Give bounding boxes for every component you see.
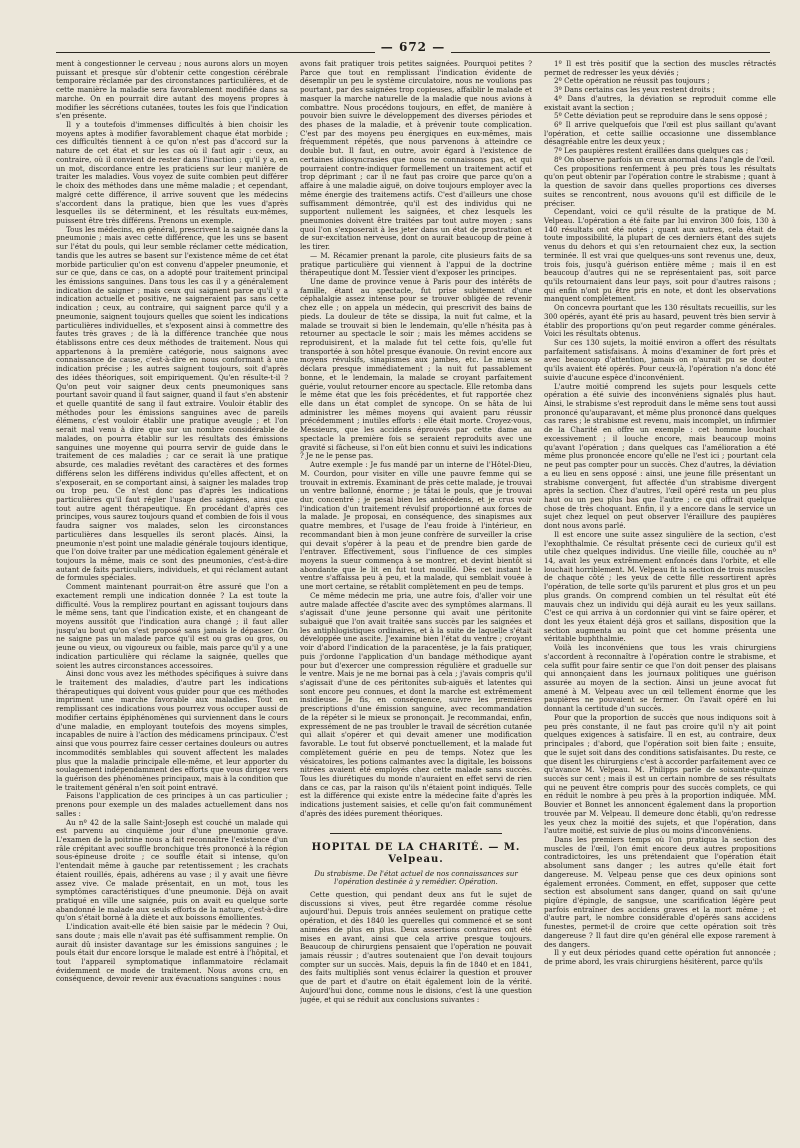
paragraph: Il y a toutefois d'immenses difficultés à bien choisir les moyens aptes à modifier favorablement chaque état morbide ; ces difficultés tiennent à ce qu'on n'est pas d'accord sur la nature de cet état et sur les cas où il faut agir : ceux, au contraire, où il convient de rester dans l'inaction ; qu'il y a, en un mot, discordance entre les praticiens sur leur manière de traiter les maladies. Vous voyez de suite combien peut différer le choix des méthodes dans une même maladie ; et cependant, malgré cette différence, il arrive souvent que les médecins s'accordent dans la pratique, bien que les vues d'après lesquelles ils se déterminent, et les résultats eux-mêmes, puissent être très différens. Prenons un exemple.: [56, 120, 288, 225]
paragraph: L'indication avait-elle été bien saisie par le médecin ? Oui, sans doute ; mais elle n'avait pas été suffisamment remplie. On aurait dû insister davantage sur les émissions sanguines ; le pouls était dur encore lorsque le malade est entré à l'hôpital, et tout l'appareil symptomatique inflammatoire réclamait évidemment ce mode de traitement. Nous avons cru, en conséquence, devoir revenir aux évacuations sanguines : nous: [56, 922, 288, 984]
paragraph: Il y eut deux périodes quand cette opération fut annoncée ; de prime abord, les vrais chirurgiens hésitèrent, parce qu'ils: [544, 948, 776, 967]
paragraph: Tous les médecins, en général, prescrivent la saignée dans la pneumonie ; mais avec cette différence, que les uns se basent sur l'état du pouls, qui leur semble réclamer cette médication, tandis que les autres se basent sur l'existence même de cet état morbide particulier qu'on est convenu d'appeler pneumonie, et sur ce que, dans ce cas, on a adopté pour traitement principal les émissions sanguines. Dans tous les cas il y a généralement indication de saigner ; mais ceux qui saignent parce qu'il y a indication actuelle et positive, ne saigneraient pas sans cette indication ; ceux, au contraire, qui saignent parce qu'il y a pneumonie, saignent toujours quelles que soient les indications particulières individuelles, et s'exposent ainsi à commettre des fautes très graves ; de là la différence tranchée que nous établissons entre ces deux méthodes de traitement. Nous qui appartenons à la première catégorie, nous saignons avec connaissance de cause, c'est-à-dire en nous conformant à une indication précise ; les autres saignent toujours, soit d'après des idées théoriques, soit empiriquement. Qu'en résulte-t-il ? Qu'on peut voir saigner deux cents pneumoniques sans pourtant savoir quand il faut saigner, quand il faut s'en abstenir et quelle quantité de sang il faut extraire. Vouloir établir des méthodes pour les émissions sanguines avec de pareils élémens, c'est vouloir établir une pratique aveugle ; et l'on serait mal venu à dire que sur un nombre considérable de malades, on pourra établir sur les résultats des émissions sanguines une moyenne qui pourra servir de guide dans le traitement de ces maladies ; car ce serait là une pratique absurde, ces maladies revêtant des caractères et des formes différens selon les différens individus qu'elles affectent, et on s'exposerait, en se comportant ainsi, à saigner les malades trop ou trop peu. Ce n'est donc pas d'après les indications particulières qu'il faut régler l'usage des saignées, ainsi que tout autre agent thérapeutique. En procédant d'après ces principes, vous saurez toujours quand et combien de fois il vous faudra saigner vos malades, selon les circonstances particulières dans lesquelles ils seront placés. Ainsi, la pneumonie n'est point une maladie générale toujours identique, que l'on doive traiter par une médication également générale et toujours la même, mais ce sont des pneumonies, c'est-à-dire autant de faits particuliers, individuels, et qui réclament autant de formules spéciales.: [56, 224, 288, 583]
paragraph: ment à congestionner le cerveau ; nous aurons alors un moyen puissant et presque sûr d'obtenir cette congestion cérébrale temporaire réclamée par des circonstances particulières, et de cette manière la maladie sera favorablement modifiée dans sa marche. On en pourrait dire autant des moyens propres à modifier les sécrétions cutanées, toutes les fois que l'indication s'en présente.: [56, 60, 288, 121]
paragraph: Voilà les inconvéniens que tous les vrais chirurgiens s'accordent à reconnaître à l'opération contre le strabisme, et cela suffit pour faire sentir ce que l'on doit penser des plaisans qui annonçaient dans les journaux politiques une guérison assurée au moyen de la section. Ainsi un jeune avocat fut amené à M. Velpeau avec un œil tellement énorme que les paupières ne pouvaient se fermer. On l'avait opéré en lui donnant la certitude d'un succès.: [544, 643, 776, 714]
paragraph: Il est encore une suite assez singulière de la section, c'est l'exophthalmie. Ce résultat présente ceci de curieux qu'il est utile chez quelques individus. Une vieille fille, couchée au nº 14, avait les yeux extrêmement enfoncés dans l'orbite, et elle louchait horriblement. M. Velpeau fit la section de trois muscles de chaque côté ; les yeux de cette fille ressortirent après l'opération, de telle sorte qu'ils parurent et plus gros et un peu plus grands. On comprend combien un tel résultat eût été mauvais chez un individu qui déjà aurait eu les yeux saillans. C'est ce qui arriva à un cordonnier qui vint se faire opérer, et dont les yeux étaient déjà gros et saillans, disposition que la section augmenta au point que cet homme présenta une véritable buphthalmie.: [544, 529, 776, 644]
list-item: 3º Dans certains cas les yeux restent droits ;: [554, 85, 715, 95]
paragraph: Cette question, qui pendant deux ans fut le sujet de discussions si vives, peut être regardée comme résolue aujourd'hui. Depuis trois années seulement on pratique cette opération, et dès 1840 les querelles qui commencé et se sont animées de plus en plus. Deux assertions contraires ont été mises en avant, ainsi que cela arrive presque toujours. Beaucoup de chirurgiens pensaient que l'opération ne pouvait jamais réussir ; d'autres soutenaient que l'on devait toujours compter sur un succès. Mais, depuis la fin de 1840 et en 1841, des faits multipliés sont venus éclairer la question et prouver que de part et d'autre on était également loin de la vérité. Aujourd'hui donc, comme nous le disions, c'est là une question jugée, et qui se réduit aux conclusions suivantes :: [300, 889, 532, 1004]
list-item: 7º Les paupières restent éraillées dans quelques cas ;: [554, 146, 749, 156]
section-subtitle: Du strabisme. De l'état actuel de nos connaissances sur l'opération destinée à y remédier. Opération.: [314, 868, 518, 887]
paragraph: Autre exemple : Je fus mandé par un interne de l'Hôtel-Dieu, M. Courdon, pour visiter en ville une pauvre femme qui se trouvait in extremis. Examinant de près cette malade, je trouvai un ventre ballonné, énorme ; je tâtai le pouls, que je trouvai dur, concentré ; je pesai bien les antécédens, et je crus voir l'indication d'un traitement révulsif proportionné aux forces de la malade. Je proposai, en conséquence, des sinapismes aux quatre membres, et l'usage de l'eau froide à l'intérieur, en recommandant bien à mon jeune confrère de surveiller la crise qui devait s'opérer à la peau et de prendre bien garde de l'entraver. Effectivement, sous l'influence de ces simples moyens la sueur commença à se montrer, et devint bientôt si abondante que le lit en fut tout mouillé. Dès cet instant le ventre s'affaissa peu à peu, et la malade, qui semblait vouée à une mort certaine, se rétablit complètement en peu de temps.: [300, 460, 532, 592]
section-divider: [330, 833, 502, 834]
page-header: [56, 14, 770, 66]
paragraph: Ainsi donc vous avez les méthodes spécifiques à suivre dans le traitement des maladies, d'autre part les indications thérapeutiques qui doivent vous guider pour que ces méthodes impriment une marche favorable aux maladies. Tout en remplissant ces indications vous pourrez vous occuper aussi de modifier certains épiphénomènes qui surviennent dans le cours d'une maladie, en employant toutefois des moyens simples, incapables de nuire à l'action des médicamens principaux. C'est ainsi que vous pourrez faire cesser certaines douleurs ou autres incommodités semblables qui souvent affectent les malades plus que la maladie principale elle-même, et leur apporter du soulagement indépendamment des efforts que vous dirigez vers la guérison des phénomènes principaux, mais à la condition que le traitement général n'en soit point entravé.: [56, 669, 288, 792]
list-item: 4º Dans d'autres, la déviation se reproduit comme elle existait avant la section ;: [544, 93, 776, 112]
list-item: 1º Il est très positif que la section des muscles rétractés permet de redresser les yeux déviés ;: [544, 60, 776, 77]
paragraph: Faisons l'application de ces principes à un cas particulier ; prenons pour exemple un des malades actuellement dans nos salles :: [56, 791, 288, 818]
paragraph: Au nº 42 de la salle Saint-Joseph est couché un malade qui est parvenu au cinquième jour d'une pneumonie grave. L'examen de la poitrine nous a fait reconnaître l'existence d'un râle crépitant avec souffle bronchique très prononcé à la région sous-épineuse droite ; ce souffle était si intense, qu'on l'entendait même à gauche par retentissement ; les crachats étaient rouillés, épais, adhérens au vase ; il y avait une fièvre assez vive. Ce malade présentait, en un mot, tous les symptômes caractéristiques d'une pneumonie. Déjà on avait pratiqué en ville une saignée, puis on avait eu quelque sorte abandonné le malade aux seuls efforts de la nature, c'est-à-dire qu'on s'était borné à la diète et aux boissons émollientes.: [56, 817, 288, 923]
section-title: HOPITAL DE LA CHARITÉ. — M. Velpeau.: [311, 841, 521, 865]
paragraph: L'autre moitié comprend les sujets pour lesquels cette opération a été suivie des inconvéniens signalés plus haut. Ainsi, le strabisme s'est reproduit dans le même sens tout aussi prononcé qu'auparavant, et même plus prononcé dans quelques cas rares ; le strabisme est revenu, mais incomplet, un infirmier de la Charité en offre un exemple : cet homme louchait excessivement ; il louche encore, mais beaucoup moins qu'avant l'opération ; dans quelques cas l'amélioration a été même plus prononcée encore qu'elle ne l'est ici ; pourtant cela ne peut pas compter pour un succès. Chez d'autres, la déviation a eu lieu en sens opposé : ainsi, une jeune fille présentant un strabisme convergent, fut affectée d'un strabisme divergent après la section. Chez d'autres, l'œil opéré resta un peu plus haut ou un peu plus bas que l'autre ; ce qui offrait quelque chose de très choquant. Enfin, il y a encore dans le service un sujet chez lequel on peut observer l'éraillure des paupières dont nous avons parlé.: [544, 381, 776, 531]
list-item: 6º Il arrive quelquefois que l'œil est plus saillant qu'avant l'opération, et cette saillie occasionne une dissemblance désagréable entre les deux yeux ;: [544, 120, 776, 147]
page-number: — 672 —: [56, 40, 770, 54]
list-item: 5º Cette déviation peut se reproduire dans le sens opposé ;: [554, 111, 768, 121]
column-3: [544, 60, 776, 1138]
list-item: 2º Cette opération ne réussit pas toujours ;: [554, 76, 710, 86]
paragraph: Ces propositions renferment à peu près tous les résultats qu'on peut obtenir par l'opération contre le strabisme ; quant à la question de savoir dans quelles proportions ces diverses suites se rencontrent, nous avouons qu'il est difficile de le préciser.: [544, 163, 776, 208]
paragraph: Une dame de province venue à Paris pour des intérêts de famille, étant au spectacle, fut prise subitement d'une céphalalgie assez intense pour se trouver obligée de revenir chez elle ; on appela un médecin, qui prescrivit des bains de pieds. La douleur de tête se dissipa, la nuit fut calme, et la malade se trouvait si bien le lendemain, qu'elle n'hésita pas à retourner au spectacle le soir ; mais les mêmes accidens se reproduisirent, et la malade fut tel cette fois, qu'elle fut transportée à son hôtel presque évanouie. On revint encore aux moyens révulsifs, sinapismes aux jambes, etc. Le mieux se déclara presque immédiatement ; la nuit fut passablement bonne, et le lendemain, la malade se croyant parfaitement guérie, voulut retourner encore au spectacle. Elle retomba dans le même état que les fois précédentes, et fut rapportée chez elle dans un état complet de syncope. On se hâta de lui administrer les mêmes moyens qui avaient paru réussir précédemment ; inutiles efforts : elle était morte. Croyez-vous, Messieurs, que les accidens éprouvés par cette dame au spectacle la première fois se seraient reproduits avec une gravité si fâcheuse, si l'on eût bien connu et suivi les indications ? Je ne le pense pas.: [300, 276, 532, 461]
paragraph: avons fait pratiquer trois petites saignées. Pourquoi petites ? Parce que tout en remplissant l'indication évidente de désemplir un peu le système circulatoire, nous ne voulions pas pourtant, par des saignées trop copieuses, affaiblir le malade et masquer la marche naturelle de la maladie que nous avions à combattre. Nous procédons toujours, en effet, de manière à pouvoir bien suivre le développement des diverses périodes et des phases de la maladie, et à prévenir toute complication. C'est par des moyens peu énergiques en eux-mêmes, mais fréquemment répétés, que nous parvenons à atteindre ce double but. Il faut, en outre, avoir égard à l'existence de certaines idiosyncrasies que nous ne connaissons pas, et qui pourraient contre-indiquer formellement un traitement actif et trop déprimant ; car il ne faut pas croire que parce qu'on a affaire à une maladie aiguë, on doive toujours employer avec la même énergie des traitemens actifs. C'est d'ailleurs une chose suffisamment démontrée, qu'il est des individus qui ne supportent nullement les saignées, et chez lesquels les pneumonies doivent être traitées par tout autre moyen ; sans quoi l'on s'exposerait à les jeter dans un état de prostration et de sur-excitation nerveuse, dont on aurait beaucoup de peine à les tirer.: [300, 60, 532, 252]
paragraph: Cependant, voici ce qu'il résulte de la pratique de M. Velpeau. L'opération a été faite par lui environ 300 fois, 130 à 140 résultats ont été notés ; quant aux autres, cela était de toute impossibilité, la plupart de ces derniers étant des sujets venus du dehors et qui s'en retournaient chez eux, la section terminée. Il est vrai que quelques-uns sont revenus une, deux, trois fois, jusqu'à guérison entière même ; mais il en est beaucoup d'autres qui ne se représentaient pas, soit parce qu'ils retournaient dans leur pays, soit pour d'autres raisons ; qui enfin n'ont pu être pris en note, et dont les observations manquent complètement.: [544, 207, 776, 304]
paragraph: Dans les premiers temps où l'on pratiqua la section des muscles de l'œil, l'on émit encore deux autres propositions contradictoires, les uns prétendaient que l'opération était absolument sans danger ; les autres qu'elle était fort dangereuse. M. Velpeau pense que ces deux opinions sont également erronées. Comment, en effet, supposer que cette section est absolument sans danger, quand on sait qu'une piqûre d'épingle, de sangsue, une scarification légère peut parfois entraîner des accidens graves et la mort même ; et d'autre part, le nombre considérable d'opérés sans accidens funestes, permet-il de croire que cette opération soit très dangereuse ? Il faut dire qu'en général elle expose rarement à des dangers.: [544, 834, 776, 949]
column-2: [300, 60, 532, 1138]
paragraph: On concevra pourtant que les 130 résultats recueillis, sur les 300 opérés, ayant été pris au hasard, peuvent très bien servir à établir des proportions qu'on peut regarder comme générales. Voici les résultats obtenus.: [544, 303, 776, 339]
list-item: 8º On observe parfois un creux anormal dans l'angle de l'œil.: [554, 154, 775, 164]
paragraph: — M. Récamier prenant la parole, cite plusieurs faits de sa pratique particulière qui viennent à l'appui de la doctrine thérapeutique dont M. Tessier vient d'exposer les principes.: [300, 250, 532, 278]
paragraph: Sur ces 130 sujets, la moitié environ a offert des résultats parfaitement satisfaisans. À moins d'examiner de fort près et avec beaucoup d'attention, jamais on n'aurait pu se douter qu'ils avaient été opérés. Pour ceux-là, l'opération n'a donc été suivie d'aucune espèce d'inconvénient.: [544, 338, 776, 382]
paragraph: Comment maintenant pourrait-on être assuré que l'on a exactement rempli une indication donnée ? La est toute la difficulté. Vous la remplirez pourtant en agissant toujours dans le même sens, tant que l'indication existe, et en changeant de moyens aussitôt que l'indication aura changé ; il faut aller jusqu'au bout qu'on s'est proposé sans jamais le dépasser. On ne saigne pas un malade parce qu'il est ou gras ou gros, ou jeune ou vieux, ou vigoureux ou faible, mais parce qu'il y a une indication particulière qui réclame la saignée, quelles que soient les autres circonstances accessoires.: [56, 582, 288, 670]
paragraph: Pour que la proportion de succès que nous indiquons soit à peu près constante, il ne faut pas croire qu'il n'y ait point quelques exigences à satisfaire. Il en est, au contraire, deux principales ; d'abord, que l'opération soit bien faite ; ensuite, que le sujet soit dans des conditions satisfaisantes. Du reste, ce que disent les chirurgiens c'est à accorder parfaitement avec ce qu'avance M. Velpeau. M. Philipps parle de soixante-quinze succès sur cent ; mais il est un certain nombre de ses résultats qui ne peuvent être compris pour des succès complets, ce qui en réduit le nombre à peu près à la proportion indiquée. MM. Bouvier et Bonnet les annoncent également dans la proportion trouvée par M. Velpeau. Il demeure donc établi, qu'on redresse les yeux chez la moitié des sujets, et que l'opération, dans l'autre moitié, est suivie de plus ou moins d'inconvéniens.: [544, 712, 776, 836]
column-1: [56, 60, 288, 1138]
paragraph: Ce même médecin me pria, une autre fois, d'aller voir une autre malade affectée d'ascite avec des symptômes alarmans. Il s'agissait d'une jeune personne qui avait une péritonite subaiguë que l'on avait traitée sans succès par les saignées et les antiphlogistiques ordinaires, et à la suite de laquelle s'était développée une ascite. J'examine bien l'état du ventre ; croyant voir d'abord l'indication de la paracentèse, je la fais pratiquer, puis j'ordonne l'application d'un bandage méthodique ayant pour but d'exercer une compression régulière et graduelle sur le ventre. Mais je ne me bornai pas à cela ; j'avais compris qu'il s'agissait d'une de ces péritonites sub-aiguës et latentes qui sont encore peu connues, et dont la marche est extrêmement insidieuse. Je fis, en conséquence, suivre les premières prescriptions d'une émission sanguine, avec recommandation de la répéter si le mieux se prononçait. Je recommandai, enfin, expressément de ne pas troubler le travail de sécrétion cutanée qui allait s'opérer et qui devait amener une modification favorable. Le tout fut observé ponctuellement, et la malade fut complètement guérie en peu de temps. Notez que les vésicatoires, les potions calmantes avec la digitale, les boissons nitrées avaient été employés chez cette malade sans succès. Tous les diurétiques du monde n'auraient en effet servi de rien dans ce cas, par la raison qu'ils n'étaient point indiqués. Telle est la différence qui existe entre la médecine faite d'après les indications justement saisies, et celle qu'on fait communément d'après des idées purement théoriques.: [300, 590, 532, 818]
